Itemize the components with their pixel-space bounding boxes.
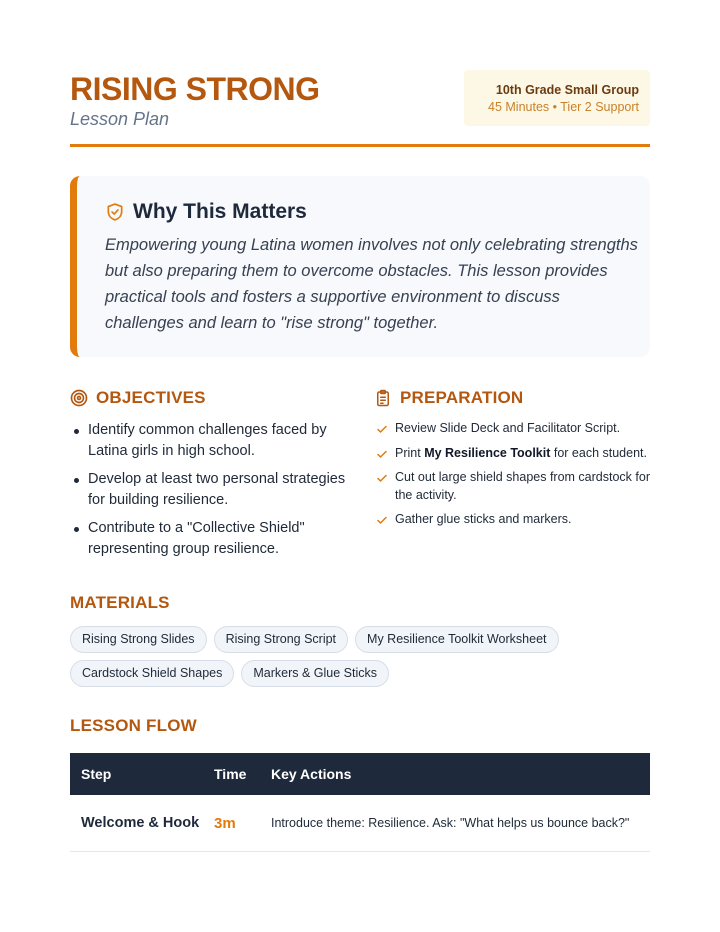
lesson-flow-heading <box>70 714 197 738</box>
why-this-matters-callout <box>70 176 650 357</box>
lesson-flow-table <box>70 753 650 852</box>
shield-check-icon <box>105 202 125 222</box>
list-item <box>376 511 656 529</box>
why-heading <box>105 198 307 226</box>
actions-cell: Introduce theme: Resilience. Ask: "What helps us bounce back?" <box>271 816 630 830</box>
why-title: Why This Matters <box>133 200 307 223</box>
column-header-step: Step <box>81 766 112 782</box>
material-chip: My Resilience Toolkit Worksheet <box>355 626 558 653</box>
material-chip: Cardstock Shield Shapes <box>70 660 234 687</box>
prep-text: Cut out large shield shapes from cardstock for the activity. <box>395 470 650 502</box>
check-icon <box>376 423 388 435</box>
material-chip: Rising Strong Slides <box>70 626 207 653</box>
header <box>70 68 650 148</box>
check-icon <box>376 472 388 484</box>
table-row <box>70 795 650 852</box>
prep-text: Review Slide Deck and Facilitator Script. <box>395 421 621 435</box>
table-header <box>70 753 650 795</box>
prep-text: Print <box>395 445 425 460</box>
list-item <box>376 469 656 504</box>
list-item: Develop at least two personal strategies for building resilience. <box>74 469 354 511</box>
objectives-heading <box>70 386 206 410</box>
materials-list <box>70 626 650 694</box>
material-chip: Markers & Glue Sticks <box>241 660 389 687</box>
list-item <box>376 420 656 438</box>
list-item: Identify common challenges faced by Latina girls in high school. <box>74 420 354 462</box>
page-subtitle: Lesson Plan <box>70 109 170 129</box>
prep-text: for each student. <box>550 445 647 460</box>
prep-bold-text: My Resilience Toolkit <box>424 445 551 460</box>
grade-label: 10th Grade Small Group <box>495 83 639 97</box>
list-item: Contribute to a "Collective Shield" representing group resilience. <box>74 518 354 560</box>
preparation-title: PREPARATION <box>400 388 524 407</box>
page-title: RISING STRONG <box>70 71 320 107</box>
lesson-flow-title: LESSON FLOW <box>70 716 197 735</box>
preparation-heading <box>374 386 523 410</box>
preparation-list <box>376 420 656 536</box>
check-icon <box>376 448 388 460</box>
target-icon <box>70 389 88 407</box>
header-divider <box>70 144 650 147</box>
clipboard-icon <box>374 389 392 407</box>
objectives-list <box>74 420 354 567</box>
time-cell: 3m <box>214 814 236 832</box>
column-header-time: Time <box>214 766 247 782</box>
objectives-title: OBJECTIVES <box>96 388 206 407</box>
materials-heading <box>70 591 170 615</box>
grade-info-badge <box>464 70 650 126</box>
prep-text: Gather glue sticks and markers. <box>395 512 572 526</box>
materials-title: MATERIALS <box>70 593 170 612</box>
check-icon <box>376 514 388 526</box>
session-details: 45 Minutes • Tier 2 Support <box>488 100 639 114</box>
step-cell: Welcome & Hook <box>81 815 200 831</box>
why-paragraph: Empowering young Latina women involves not only celebrating strengths but also preparing them to overcome obstacles. This lesson provides practical tools and fosters a supportive environment to discuss challenges and learn to "rise strong" together. <box>105 236 638 332</box>
list-item <box>376 445 656 463</box>
column-header-key-actions: Key Actions <box>271 766 352 782</box>
material-chip: Rising Strong Script <box>214 626 348 653</box>
